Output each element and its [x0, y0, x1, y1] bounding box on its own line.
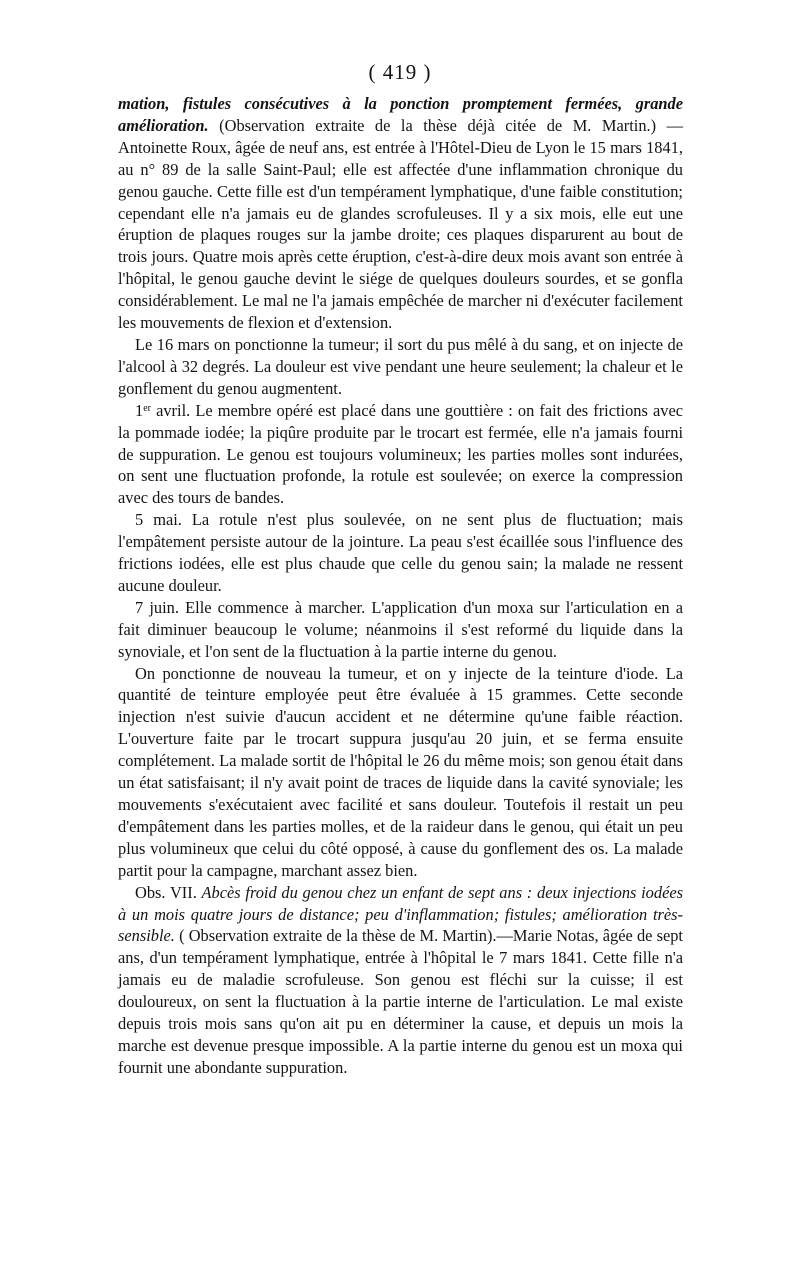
paragraph-obs-vi-intro: [118, 93, 683, 334]
paragraph-5-mai: [118, 509, 683, 597]
paragraph-text: 7 juin. Elle commence à marcher. L'application d'un moxa sur l'articulation en a fait diminuer beaucoup le volume; néanmoins il s'est reformé du liquide dans la synoviale, et l'on sent de la fluctuation à la partie interne du genou.: [118, 597, 683, 661]
paragraph-obs-vii: [118, 882, 683, 1079]
paragraph-1er-avril: [118, 400, 683, 510]
date-superscript: er: [143, 402, 151, 414]
page-number: ( 419 ): [368, 60, 432, 84]
observation-title: Abcès froid du genou chez un enfant de sept ans : deux injections iodées à un mois quatre jours de distance; peu d'inflammation; fistules; amélioration très-sensible.: [118, 882, 683, 946]
paragraph-16-mars: [118, 334, 683, 400]
paragraph-second-ponction: [118, 663, 683, 882]
paragraph-text: (Observation extraite de la thèse déjà citée de M. Martin.) — Antoinette Roux, âgée de neuf ans, est entrée à l'Hôtel-Dieu de Lyon le 15 mars 1841, au n° 89 de la salle Saint-Paul; elle est affectée d'une inflammation chronique du genou gauche. Cette fille est d'un tempérament lymphatique, d'une faible constitution; cependant elle n'a jamais eu de glandes scrofuleuses. Il y a six mois, elle eut une éruption de plaques rouges sur la jambe droite; ces plaques disparurent au bout de trois jours. Quatre mois après cette éruption, c'est-à-dire deux mois avant son entrée à l'hôpital, le genou gauche devint le siége de quelques douleurs sourdes, et se gonfla considérablement. Le mal ne l'a jamais empêchée de marcher ni d'exécuter facilement les mouvements de flexion et d'extension.: [118, 115, 683, 333]
paragraph-text: avril. Le membre opéré est placé dans une gouttière : on fait des frictions avec la pommade iodée; la piqûre produite par le trocart est fermée, elle n'a jamais fourni de suppuration. Le genou est toujours volumineux; les parties molles sont indurées, on sent une fluctuation profonde, la rotule est soulevée; on exerce la compression avec des tours de bandes.: [118, 400, 683, 508]
observation-title-continued: mation, fistules consécutives à la ponction promptement fermées, grande amélioration.: [118, 94, 683, 135]
body-text: [118, 93, 683, 1079]
paragraph-text: On ponctionne de nouveau la tumeur, et on y injecte de la teinture d'iode. La quantité de teinture employée peut être évaluée à 15 grammes. Cette seconde injection n'est suivie d'aucun accident et ne détermine qu'une faible réaction. L'ouverture faite par le trocart suppura jusqu'au 20 juin, et se ferma ensuite complétement. La malade sortit de l'hôpital le 26 du même mois; son genou était dans un état satisfaisant; il n'y avait point de traces de liquide dans la cavité synoviale; les mouvements s'exécutaient avec facilité et sans douleur. Toutefois il restait un peu d'empâtement dans les parties molles, et de la raideur dans le genou, qui était un peu plus volumineux que celui du côté opposé, à cause du gonflement des os. La malade partit pour la campagne, marchant assez bien.: [118, 663, 683, 880]
observation-label: Obs. VII.: [135, 882, 202, 902]
paragraph-7-juin: [118, 597, 683, 663]
date-number: 1: [135, 400, 144, 420]
paragraph-text: 5 mai. La rotule n'est plus soulevée, on ne sent plus de fluctuation; mais l'empâtement persiste autour de la jointure. La peau s'est écaillée sous l'influence des frictions iodées, elle est plus chaude que celle du genou sain; la malade ne ressent aucune douleur.: [118, 510, 683, 595]
paragraph-text: Le 16 mars on ponctionne la tumeur; il sort du pus mêlé à du sang, et on injecte de l'alcool à 32 degrés. La douleur est vive pendant une heure seulement; la chaleur et le gonflement du genou augmentent.: [118, 334, 683, 398]
paragraph-text: ( Observation extraite de la thèse de M. Martin).—Marie Notas, âgée de sept ans, d'un tempérament lymphatique, entrée à l'hôpital le 7 mars 1841. Cette fille n'a jamais eu de maladie scrofuleuse. Son genou est fléchi sur la cuisse; il est douloureux, on sent la fluctuation à la partie interne de l'articulation. Le mal existe depuis trois mois sans qu'on ait pu en déterminer la cause, et depuis un mois la marche est devenue presque impossible. A la partie interne du genou est un moxa qui fournit une abondante suppuration.: [118, 926, 683, 1077]
